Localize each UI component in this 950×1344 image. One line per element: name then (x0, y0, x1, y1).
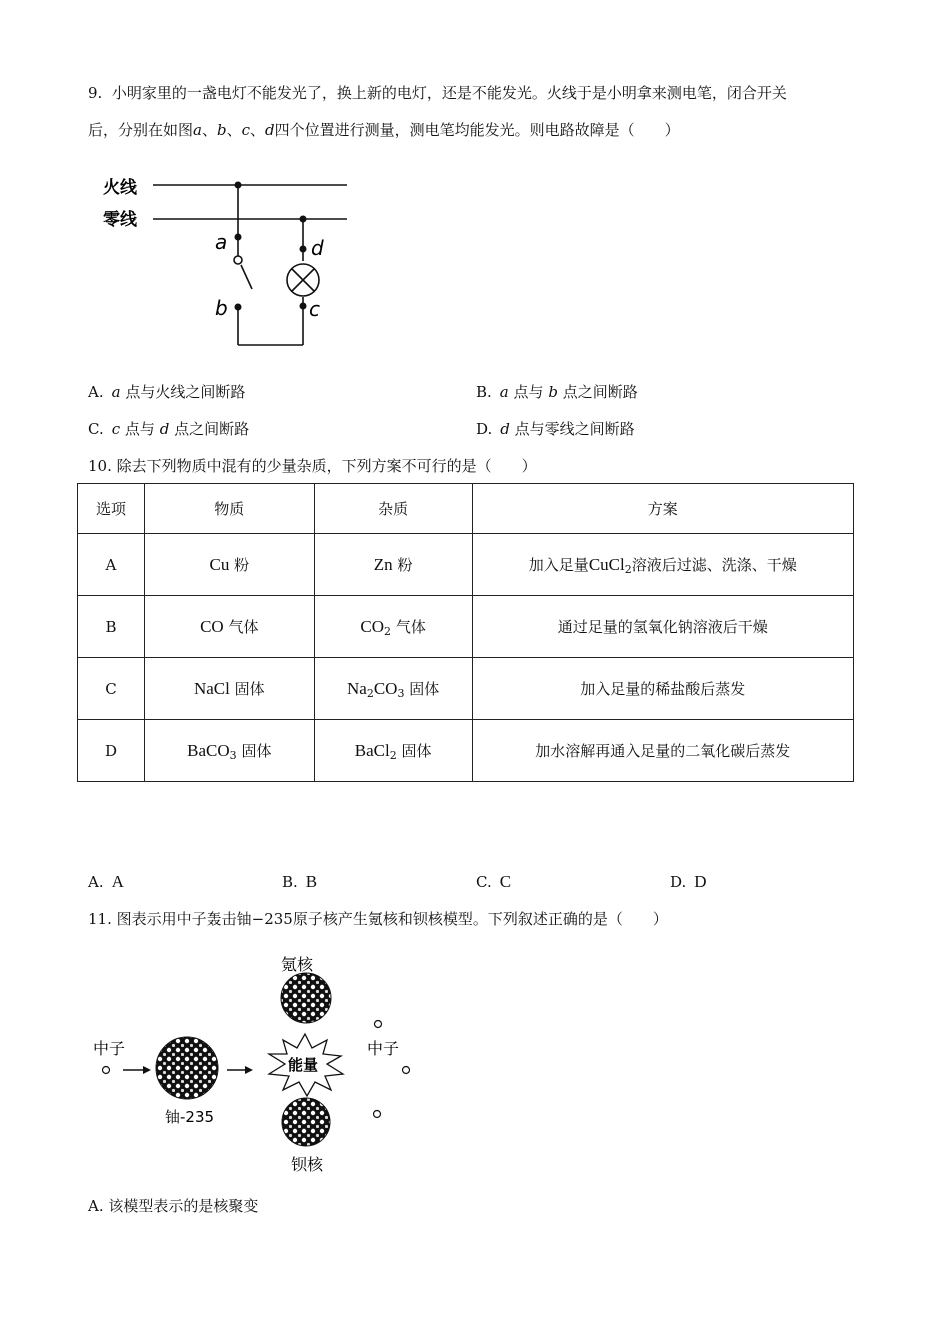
label-c: c (309, 297, 320, 321)
barium-label: 钡核 (291, 1155, 324, 1174)
neutral-wire-label: 零线 (103, 210, 137, 230)
junction-live (235, 182, 242, 189)
label-d: d (311, 236, 324, 260)
neutron-right-1 (375, 1021, 382, 1028)
arrow-icon (143, 1066, 151, 1074)
header-plan: 方案 (472, 484, 853, 534)
table-header-row (78, 484, 854, 534)
neutron-left-label: 中子 (93, 1039, 126, 1058)
point-c-dot (300, 303, 307, 310)
q9-number: 9. (88, 84, 103, 102)
q11-stem: 11. 图表示用中子轰击铀−235原子核产生氪核和钡核模型。下列叙述正确的是（ ） (88, 910, 668, 928)
q9-option-b[interactable]: B. a 点与 b 点之间断路 (476, 383, 638, 401)
q10-option-d[interactable]: D. D (670, 872, 707, 891)
table-row: D BaCO$_3$ 固体 BaCl$_2$ 固体 加水溶解再通入足量的二氧化碳后蒸发 (78, 720, 854, 782)
q10-option-a[interactable]: A. A (88, 872, 124, 891)
switch-pivot (234, 256, 242, 264)
point-d-dot (300, 246, 307, 253)
q9-stem-line2: 后，分别在如图a、b、c、d四个位置进行测量，测电笔均能发光。则电路故障是（ ） (88, 121, 680, 139)
energy-label: 能量 (288, 1056, 319, 1074)
uranium-label: 铀-235 (165, 1108, 215, 1126)
neutron-right-label: 中子 (367, 1039, 400, 1058)
table-row: A Cu 粉 Zn 粉 加入足量CuCl$_2$溶液后过滤、洗涤、干燥 (78, 534, 854, 596)
barium-nucleus (282, 1098, 330, 1146)
live-wire-label: 火线 (103, 178, 137, 198)
q10-stem: 10. 除去下列物质中混有的少量杂质，下列方案不可行的是（ ） (88, 457, 537, 475)
table-row: C NaCl 固体 $Na_2CO_3$ 固体 加入足量的稀盐酸后蒸发 (78, 658, 854, 720)
krypton-nucleus (281, 973, 331, 1023)
label-a: a (215, 230, 228, 254)
q11-option-a[interactable]: A. 该模型表示的是核聚变 (88, 1197, 259, 1215)
point-b-dot (235, 304, 242, 311)
q9-line1-text: 小明家里的一盏电灯不能发光了，换上新的电灯，还是不能发光。火线于是小明拿来测电笔，闭合开关 (111, 84, 787, 102)
point-a-dot (235, 234, 242, 241)
fission-diagram (85, 948, 425, 1178)
neutron-right-2 (403, 1067, 410, 1074)
krypton-label: 氪核 (281, 955, 314, 974)
neutron-right-3 (374, 1111, 381, 1118)
header-impurity: 杂质 (314, 484, 472, 534)
q10-option-c[interactable]: C. C (476, 872, 512, 891)
uranium-nucleus (156, 1037, 218, 1099)
header-substance: 物质 (144, 484, 314, 534)
switch-blade (241, 265, 252, 289)
arrow-icon (245, 1066, 253, 1074)
q10-option-b[interactable]: B. B (282, 872, 318, 891)
q9-option-c[interactable]: C. c 点与 d 点之间断路 (88, 420, 250, 438)
q10-table (77, 483, 854, 782)
table-row: B CO 气体 $CO_2$ 气体 通过足量的氢氧化钠溶液后干燥 (78, 596, 854, 658)
q9-option-a[interactable]: A. a 点与火线之间断路 (88, 383, 246, 401)
circuit-diagram (95, 165, 365, 360)
header-option: 选项 (78, 484, 145, 534)
neutron-left (103, 1067, 110, 1074)
q9-stem-line1 (88, 82, 787, 103)
label-b: b (215, 296, 228, 320)
junction-neutral (300, 216, 307, 223)
q9-option-d[interactable]: D. d 点与零线之间断路 (476, 420, 635, 438)
